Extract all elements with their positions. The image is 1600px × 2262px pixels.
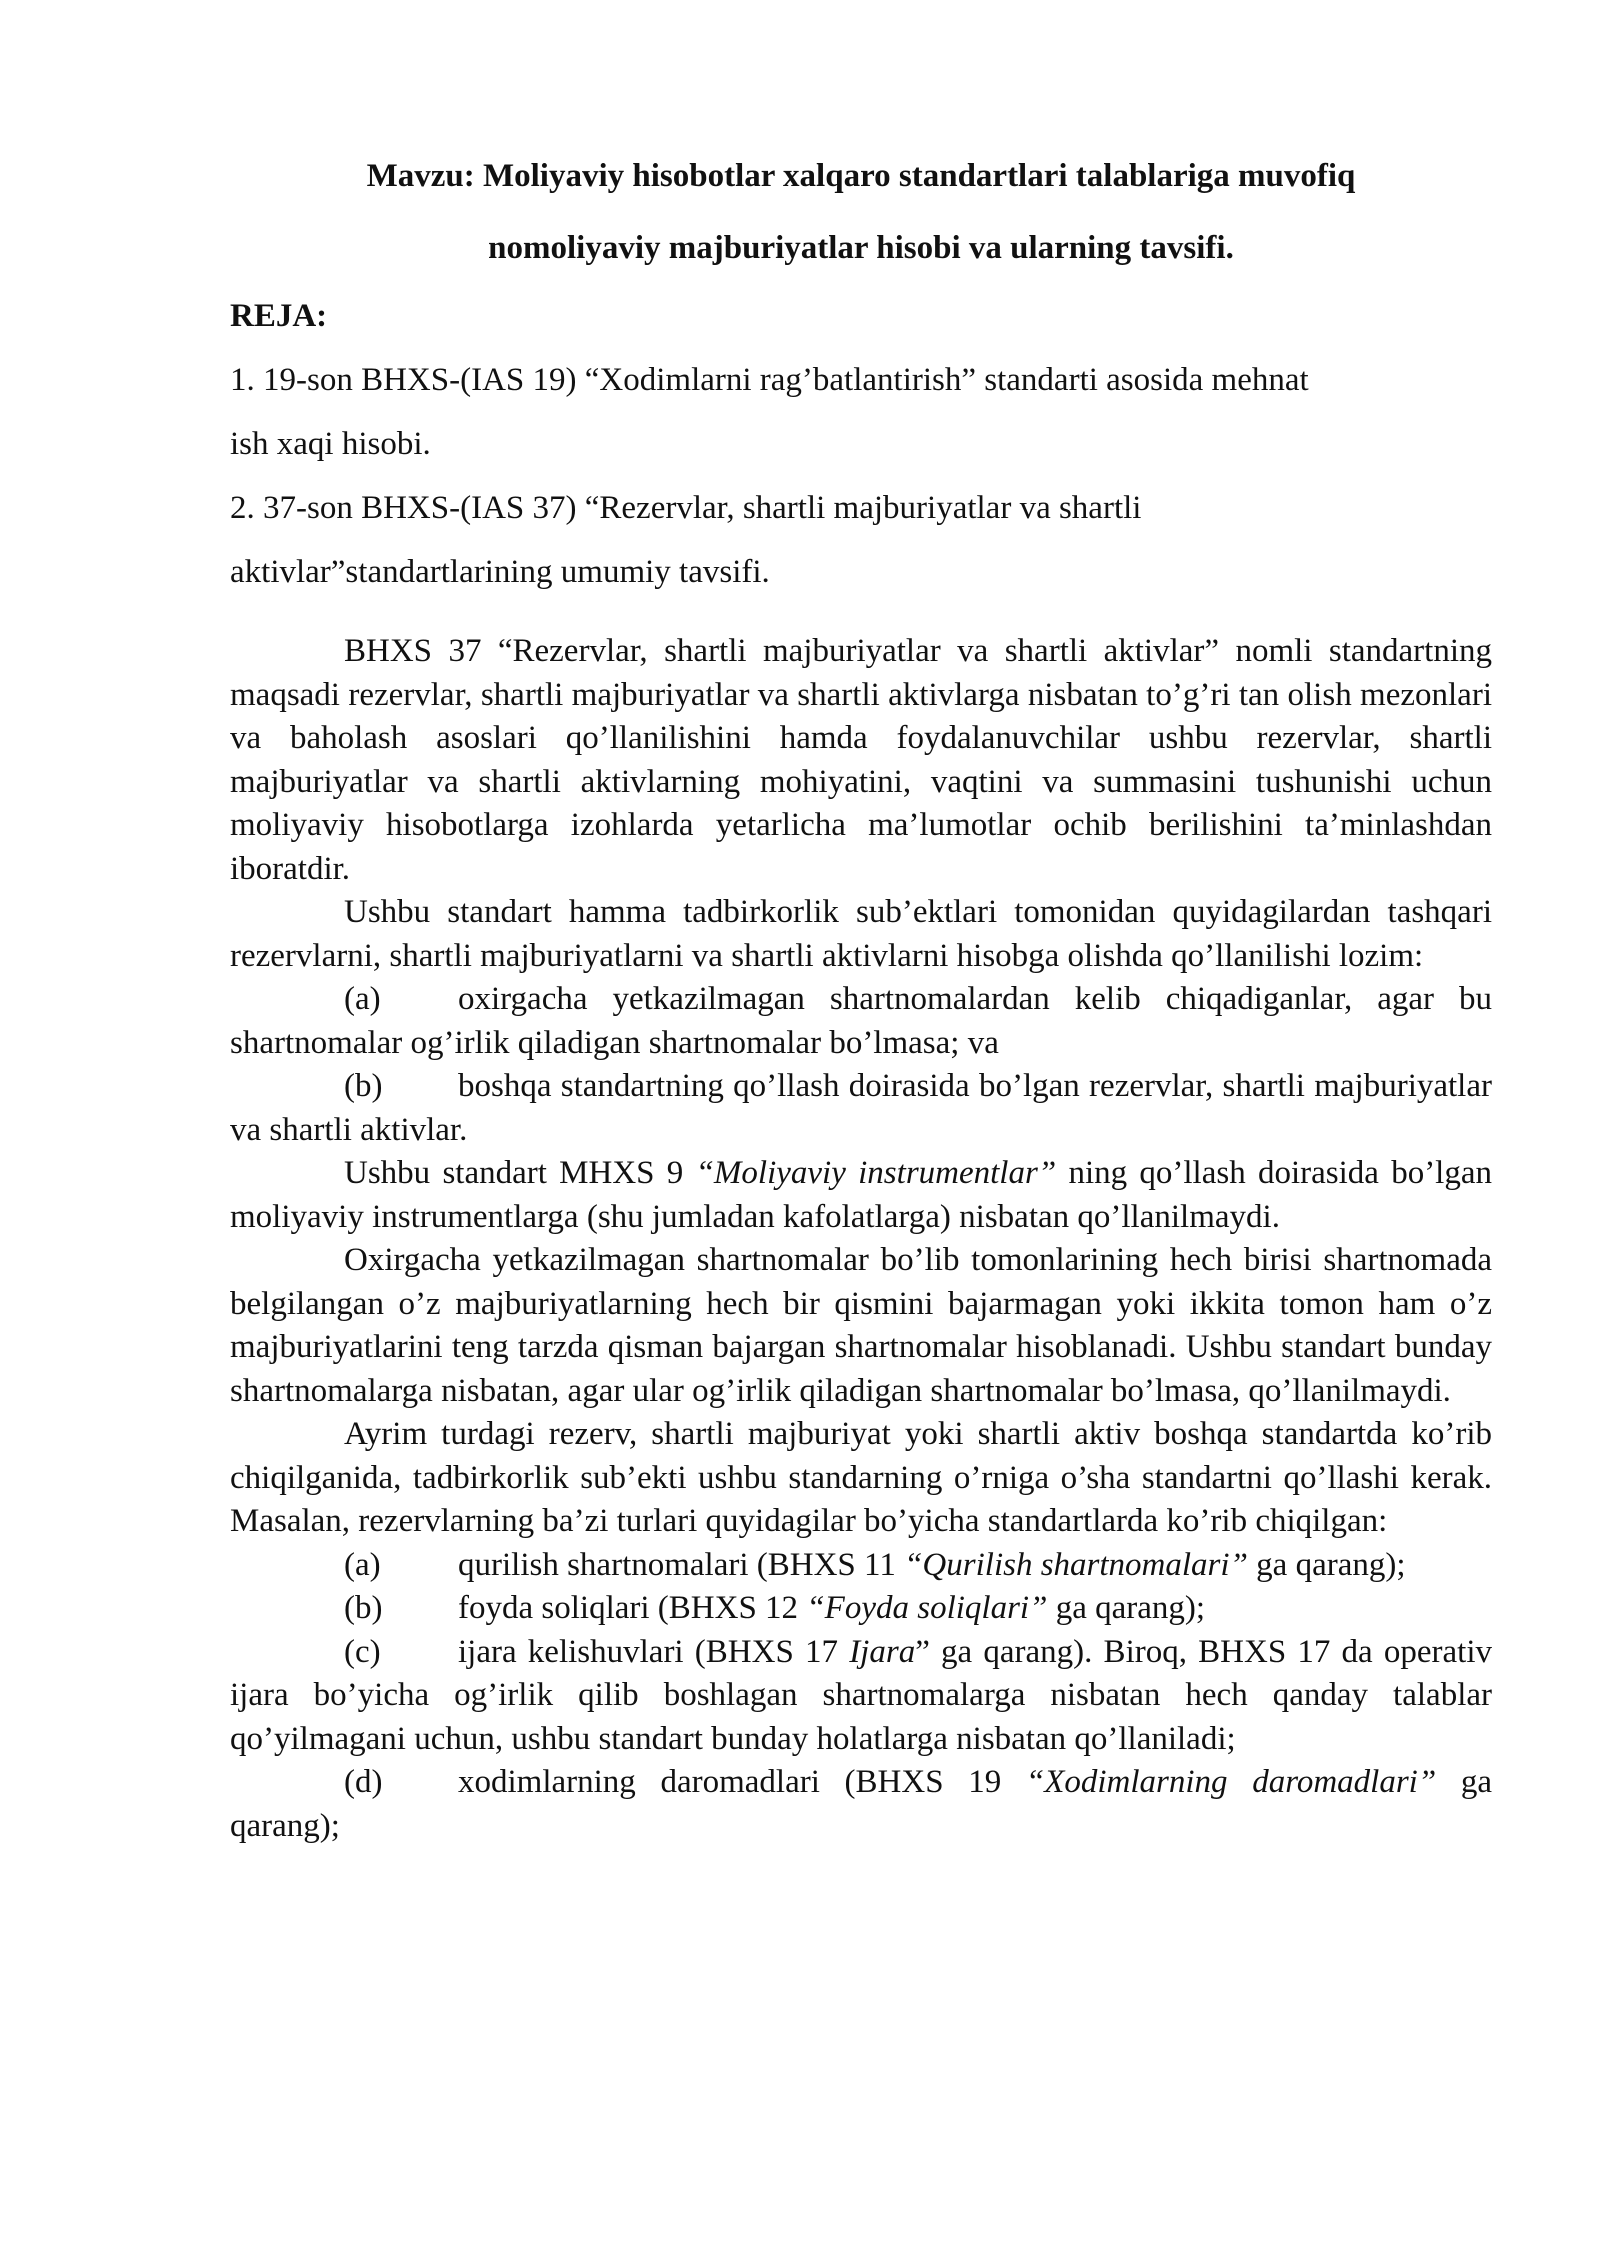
plan-item-2-line-2: aktivlar”standartlarining umumiy tavsifi.	[230, 554, 770, 590]
plan-heading: REJA:	[230, 298, 328, 334]
list-marker: (b)	[344, 1590, 383, 1626]
plan-item-2-line-1: 2. 37-son BHXS-(IAS 37) “Rezervlar, shartli majburiyatlar va shartli	[230, 490, 1142, 526]
paragraph-2: Ushbu standart hamma tadbirkorlik sub’ektlari tomonidan quyidagilardan tashqari rezervlarni, shartli majburiyatlarni va shartli aktivlarni hisobga olishda qo’llanilishi lozim:	[230, 894, 1492, 974]
document-title-line-1: Mavzu: Moliyaviy hisobotlar xalqaro standartlari talablariga muvofiq	[366, 158, 1356, 194]
italic-standard-name: “Moliyaviy instrumentlar”	[695, 1155, 1057, 1191]
list-item	[230, 978, 1492, 1065]
list-marker: (a)	[344, 981, 381, 1017]
italic-standard-name: Ijara	[849, 1633, 916, 1670]
plan-item-1-line-2: ish xaqi hisobi.	[230, 426, 431, 462]
paragraph-4: Oxirgacha yetkazilmagan shartnomalar bo’lib tomonlarining hech birisi shartnomada belgilangan o’z majburiyatlarning hech bir qismini bajarmagan yoki ikkita tomon ham o’z majburiyatlarini teng tarzda qisman bajargan shartnomalar hisoblanadi. Ushbu standart bunday shartnomalarga nisbatan, agar ular og’irlik qiladigan shartnomalar bo’lmasa, qo’llanilmaydi.	[230, 1242, 1492, 1409]
italic-standard-name: “Qurilish shartnomalari”	[904, 1546, 1248, 1583]
body-text	[230, 630, 1492, 1848]
plan-item-1-line-1: 1. 19-son BHXS-(IAS 19) “Xodimlarni rag’batlantirish” standarti asosida mehnat	[230, 362, 1309, 398]
list-item: (b) foyda soliqlari (BHXS 12 “Foyda soliqlari” ga qarang);	[230, 1587, 1492, 1631]
italic-standard-name: “Xodimlarning daromadlari”	[1025, 1764, 1437, 1800]
list-item: (c) ijara kelishuvlari (BHXS 17 Ijara” ga qarang). Biroq, BHXS 17 da operativ ijara bo’yicha og’irlik qilib boshlagan shartnomalarga nisbatan hech qanday talablar qo’yilmagani uchun, ushbu standart bunday holatlarga nisbatan qo’llaniladi;	[230, 1631, 1492, 1762]
list-marker: (d)	[344, 1764, 383, 1800]
list-item-text: oxirgacha yetkazilmagan shartnomalardan kelib chiqadiganlar, agar bu shartnomalar og’irlik qiladigan shartnomalar bo’lmasa; va	[230, 981, 1492, 1061]
italic-standard-name: “Foyda soliqlari”	[806, 1590, 1048, 1626]
list-item	[230, 1065, 1492, 1152]
list-marker: (a)	[344, 1546, 381, 1583]
list-marker: (b)	[344, 1068, 383, 1104]
list-marker: (c)	[344, 1633, 381, 1670]
paragraph-1: BHXS 37 “Rezervlar, shartli majburiyatlar va shartli aktivlar” nomli standartning maqsadi rezervlar, shartli majburiyatlar va shartli aktivlarga nisbatan to’g’ri tan olish mezonlari va baholash asoslari qo’llanilishini hamda foydalanuvchilar ushbu rezervlar, shartli majburiyatlar va shartli aktivlarning mohiyatini, vaqtini va summasini tushunishi uchun moliyaviy hisobotlarga izohlarda yetarlicha ma’lumotlar ochib berilishini ta’minlashdan iboratdir.	[230, 633, 1492, 887]
list-item: (a) qurilish shartnomalari (BHXS 11 “Qurilish shartnomalari” ga qarang);	[230, 1544, 1492, 1588]
list-item: (d) xodimlarning daromadlari (BHXS 19 “Xodimlarning daromadlari” ga qarang);	[230, 1761, 1492, 1848]
paragraph-3: Ushbu standart MHXS 9 “Moliyaviy instrumentlar” ning qo’llash doirasida bo’lgan moliyaviy instrumentlarga (shu jumladan kafolatlarga) nisbatan qo’llanilmaydi.	[230, 1155, 1492, 1235]
document-title-line-2: nomoliyaviy majburiyatlar hisobi va ularning tavsifi.	[488, 230, 1234, 266]
paragraph-5: Ayrim turdagi rezerv, shartli majburiyat yoki shartli aktiv boshqa standartda ko’rib chiqilganida, tadbirkorlik sub’ekti ushbu standarning o’rniga o’sha standartni qo’llashi kerak. Masalan, rezervlarning ba’zi turlari quyidagilar bo’yicha standartlarda ko’rib chiqilgan:	[230, 1416, 1492, 1539]
list-item-text: boshqa standartning qo’llash doirasida bo’lgan rezervlar, shartli majburiyatlar va shartli aktivlar.	[230, 1068, 1492, 1148]
document-page	[230, 140, 1492, 1848]
